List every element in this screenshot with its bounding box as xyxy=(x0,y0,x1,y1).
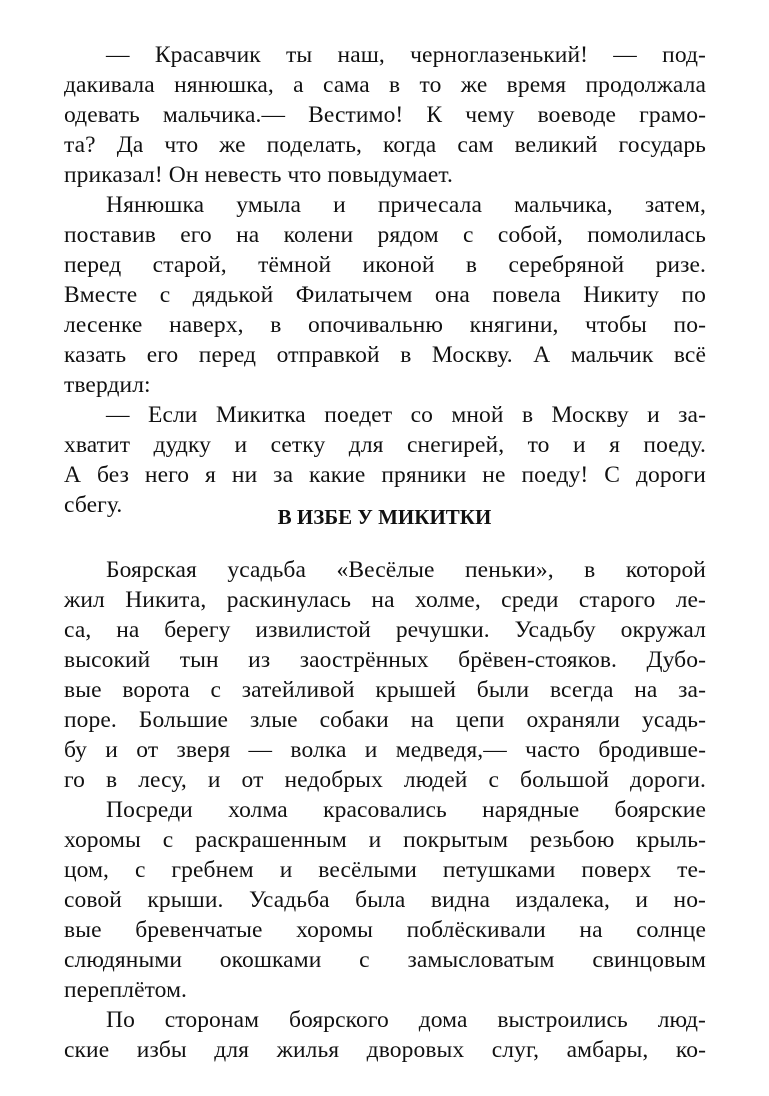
text-line: цом, с гребнем и весёлыми петушками поверх те- xyxy=(64,857,706,883)
text-line: сбегу. xyxy=(64,492,123,518)
text-line: переплётом. xyxy=(64,977,188,1003)
text-line: совой крыши. Усадьба была видна издалека, и но- xyxy=(64,887,706,913)
text-line: го в лесу, и от недобрых людей с большой дороги. xyxy=(64,767,706,793)
text-line: приказал! Он невесть что повыдумает. xyxy=(64,162,453,188)
text-line: казать его перед отправкой в Москву. А мальчик всё xyxy=(64,342,706,368)
text-line: лесенке наверх, в опочивальню княгини, чтобы по- xyxy=(64,312,706,338)
text-line: Посреди холма красовались нарядные боярские xyxy=(106,797,706,823)
text-line: вые ворота с затейливой крышей были всегда на за- xyxy=(64,677,706,703)
text-line: — Красавчик ты наш, черноглазенький! — под- xyxy=(106,42,706,68)
text-line: перед старой, тёмной иконой в серебряной ризе. xyxy=(64,252,706,278)
text-line: А без него я ни за какие пряники не поеду! С дороги xyxy=(64,462,706,488)
text-line: жил Никита, раскинулась на холме, среди старого ле- xyxy=(64,587,706,613)
text-line: бу и от зверя — волка и медведя,— часто бродивше- xyxy=(64,737,706,763)
text-line: — Если Микитка поедет со мной в Москву и за- xyxy=(106,402,706,428)
text-line: твердил: xyxy=(64,372,151,398)
text-line: са, на берегу извилистой речушки. Усадьбу окружал xyxy=(64,617,706,643)
text-line: Вместе с дядькой Филатычем она повела Никиту по xyxy=(64,282,706,308)
text-line: дакивала нянюшка, а сама в то же время продолжала xyxy=(64,72,706,98)
text-line: высокий тын из заострённых брёвен-стояков. Дубо- xyxy=(64,647,706,673)
text-line: Нянюшка умыла и причесала мальчика, затем, xyxy=(106,192,706,218)
text-line: хватит дудку и сетку для снегирей, то и я поеду. xyxy=(64,432,706,458)
text-line: одевать мальчика.— Вестимо! К чему воеводе грамо- xyxy=(64,102,706,128)
text-line: По сторонам боярского дома выстроились люд- xyxy=(106,1007,706,1033)
text-line: хоромы с раскрашенным и покрытым резьбою крыль- xyxy=(64,827,706,853)
text-line: поставив его на колени рядом с собой, помолилась xyxy=(64,222,706,248)
text-line: та? Да что же поделать, когда сам великий государь xyxy=(64,132,706,158)
text-line: слюдяными окошками с замысловатым свинцовым xyxy=(64,947,706,973)
text-line: ские избы для жилья дворовых слуг, амбары, ко- xyxy=(64,1037,706,1063)
text-line: поре. Большие злые собаки на цепи охраняли усадь- xyxy=(64,707,706,733)
text-line: вые бревенчатые хоромы поблёскивали на солнце xyxy=(64,917,706,943)
chapter-heading: В ИЗБЕ У МИКИТКИ xyxy=(277,505,492,529)
text-line: Боярская усадьба «Весёлые пеньки», в которой xyxy=(106,557,706,583)
